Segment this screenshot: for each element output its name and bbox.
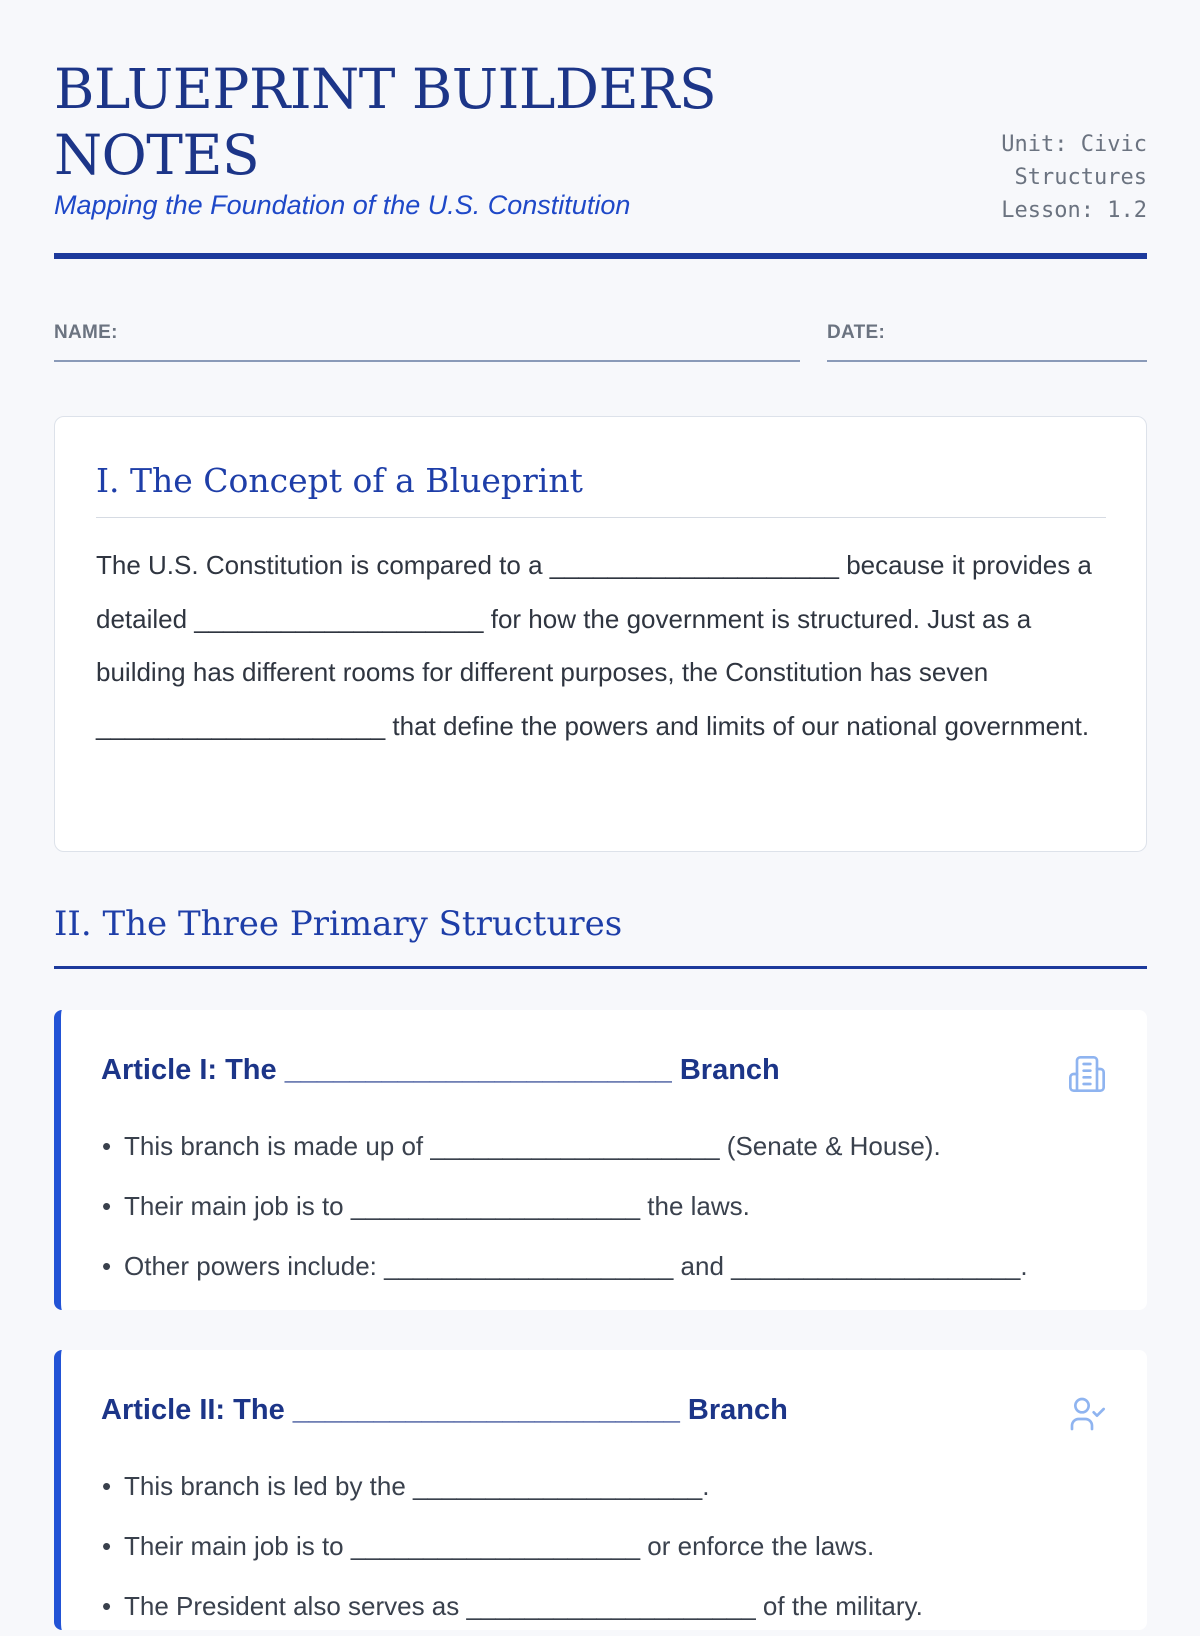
article-bullets bbox=[102, 1456, 923, 1636]
name-field[interactable] bbox=[54, 322, 800, 344]
section-structures bbox=[54, 904, 1147, 944]
section-divider bbox=[54, 966, 1147, 969]
worksheet-header bbox=[54, 56, 1147, 260]
list-item: • Their main job is to ____________________ the laws. bbox=[102, 1191, 750, 1221]
name-line bbox=[54, 360, 800, 362]
list-item: • This branch is made up of ____________________ (Senate & House). bbox=[102, 1131, 941, 1161]
article-card-legislative bbox=[54, 1010, 1147, 1310]
list-item: • Other powers include: ____________________ and ____________________. bbox=[102, 1251, 1028, 1281]
lesson-label: Lesson: 1.2 bbox=[1001, 198, 1147, 223]
list-item: • The President also serves as ____________________ of the military. bbox=[102, 1591, 923, 1621]
article-card-executive bbox=[54, 1350, 1147, 1630]
article-bullets bbox=[102, 1116, 1028, 1296]
article-title: Article I: The ________________________ Branch bbox=[101, 1054, 780, 1086]
date-line bbox=[827, 360, 1147, 362]
name-label: NAME: bbox=[54, 322, 118, 343]
date-field[interactable] bbox=[827, 322, 1147, 344]
date-label: DATE: bbox=[827, 322, 886, 343]
page-subtitle: Mapping the Foundation of the U.S. Constitution bbox=[54, 190, 631, 220]
section-heading-structures: II. The Three Primary Structures bbox=[54, 904, 623, 944]
section-heading-concept: I. The Concept of a Blueprint bbox=[96, 461, 583, 500]
unit-label: Unit: Civic Structures bbox=[1001, 132, 1147, 190]
user-check-icon bbox=[1067, 1394, 1107, 1434]
article-title: Article II: The ________________________ Branch bbox=[101, 1394, 788, 1426]
list-item: • This branch is led by the ____________________. bbox=[102, 1471, 710, 1501]
lesson-meta bbox=[957, 128, 1147, 227]
section-divider bbox=[96, 517, 1106, 518]
building-icon bbox=[1067, 1054, 1107, 1094]
page-title: BLUEPRINT BUILDERS NOTES bbox=[54, 57, 717, 187]
concept-paragraph: The U.S. Constitution is compared to a ____________________ because it provides a detailed ____________________ for how the government is structured. Just as a building has different rooms for different purposes, the Constitution has seven ____________________ that define the powers and limits of our national government. bbox=[96, 550, 1092, 741]
section-concept-card bbox=[54, 416, 1147, 852]
list-item: • Their main job is to ____________________ or enforce the laws. bbox=[102, 1531, 875, 1561]
header-divider bbox=[54, 253, 1147, 259]
